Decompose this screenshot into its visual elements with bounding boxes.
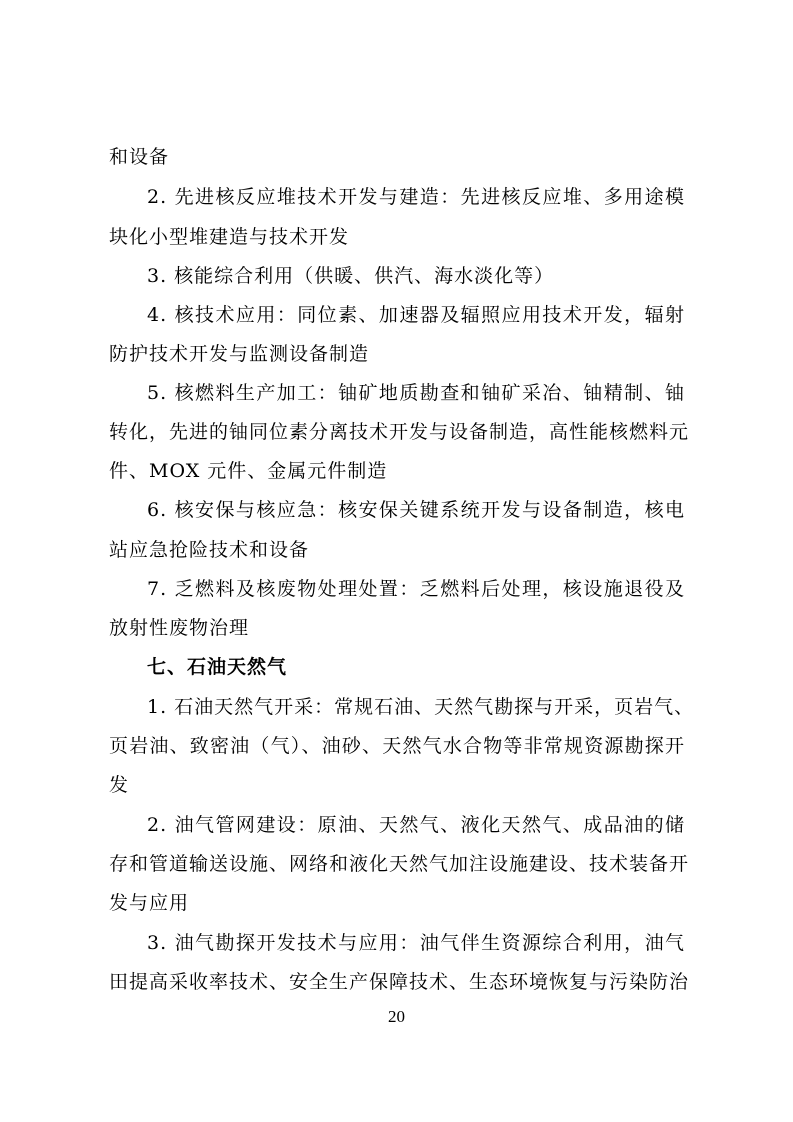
oil-item-2-line-2: 存和管道输送设施、网络和液化天然气加注设施建设、技术装备开	[109, 853, 690, 875]
text-line-continuation: 和设备	[109, 146, 170, 168]
list-item-6-line-1: 6. 核安保与核应急：核安保关键系统开发与设备制造，核电	[147, 499, 685, 521]
oil-item-3-line-1: 3. 油气勘探开发技术与应用：油气伴生资源综合利用，油气	[147, 932, 685, 954]
oil-item-2-line-1: 2. 油气管网建设：原油、天然气、液化天然气、成品油的储	[147, 814, 685, 836]
oil-item-3-line-2: 田提高采收率技术、安全生产保障技术、生态环境恢复与污染防治	[109, 971, 690, 993]
list-item-6-line-2: 站应急抢险技术和设备	[109, 539, 310, 561]
list-item-7-line-1: 7. 乏燃料及核废物处理处置：乏燃料后处理，核设施退役及	[147, 578, 685, 600]
list-item-3: 3. 核能综合利用（供暖、供汽、海水淡化等）	[147, 265, 555, 287]
list-item-5-line-3: 件、MOX 元件、金属元件制造	[109, 460, 388, 482]
list-item-4-line-1: 4. 核技术应用：同位素、加速器及辐照应用技术开发，辐射	[147, 304, 685, 326]
list-item-5-line-2: 转化，先进的铀同位素分离技术开发与设备制造，高性能核燃料元	[109, 421, 690, 443]
oil-item-2-line-3: 发与应用	[109, 892, 190, 914]
list-item-2-line-1: 2. 先进核反应堆技术开发与建造：先进核反应堆、多用途模	[147, 186, 685, 208]
list-item-4-line-2: 防护技术开发与监测设备制造	[109, 343, 370, 365]
oil-item-1-line-3: 发	[109, 774, 130, 796]
oil-item-1-line-1: 1. 石油天然气开采：常规石油、天然气勘探与开采，页岩气、	[147, 696, 695, 718]
list-item-7-line-2: 放射性废物治理	[109, 617, 250, 639]
page-number: 20	[388, 1007, 405, 1026]
section-heading: 七、石油天然气	[147, 656, 288, 678]
list-item-2-line-2: 块化小型堆建造与技术开发	[109, 226, 350, 248]
list-item-5-line-1: 5. 核燃料生产加工：铀矿地质勘查和铀矿采冶、铀精制、铀	[147, 382, 685, 404]
oil-item-1-line-2: 页岩油、致密油（气）、油砂、天然气水合物等非常规资源勘探开	[109, 735, 685, 757]
